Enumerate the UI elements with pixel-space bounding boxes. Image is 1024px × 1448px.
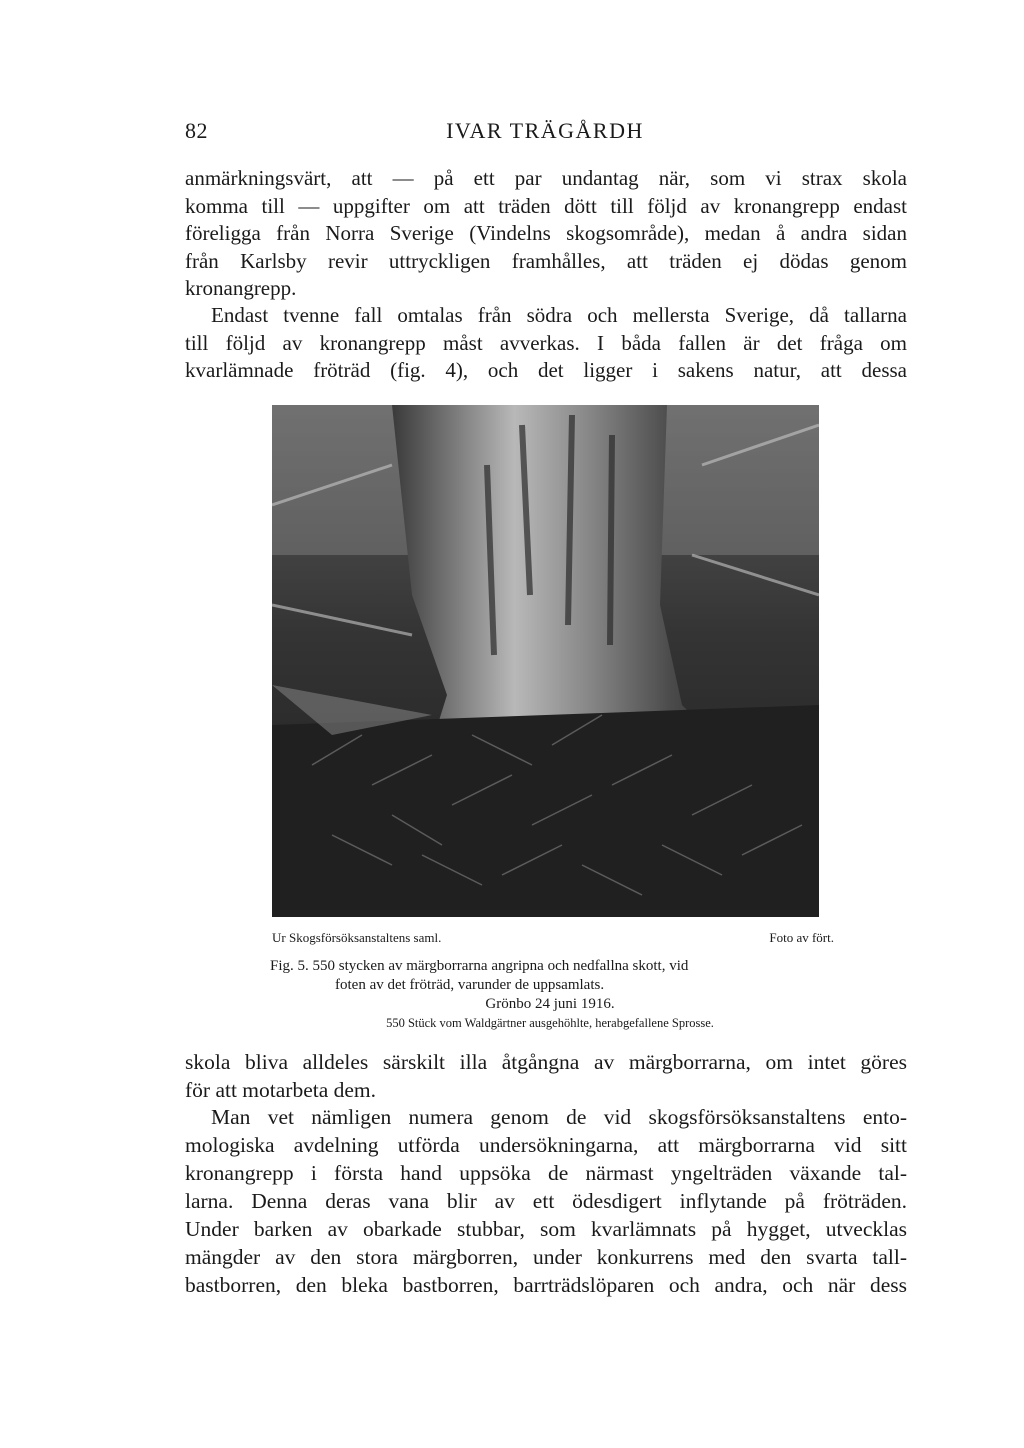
text-line: föreligga från Norra Sverige (Vindelns skogsområde), medan å andra sidan <box>185 221 907 245</box>
credit-photographer: Foto av fört. <box>769 930 834 945</box>
text-line: kvarlämnade fröträd (fig. 4), och det ligger i sakens natur, att dessa <box>185 358 907 382</box>
running-title: IVAR TRÄGÅRDH <box>446 118 644 143</box>
text-line: till följd av kronangrepp måst avverkas. I båda fallen är det fråga om <box>185 330 907 355</box>
caption-line: foten av det fröträd, varunder de uppsamlats. <box>335 977 605 993</box>
text-line: för att motarbeta dem. <box>185 1078 377 1102</box>
text-line: Endast tvenne fall omtalas från södra och mellersta Sverige, då tallarna <box>211 303 907 327</box>
text-line: mologiska avdelning utförda undersökningarna, att märgborrarna vid sitt <box>185 1133 907 1157</box>
text-line: Man vet nämligen numera genom de vid skogsförsöksanstaltens ento- <box>211 1105 907 1129</box>
text-line: skola bliva alldeles särskilt illa åtgångna av märgborrarna, om intet göres <box>185 1050 907 1074</box>
text-line: kronangrepp. <box>185 276 297 300</box>
text-line: anmärkningsvärt, att — på ett par undantag när, som vi strax skola <box>185 166 907 190</box>
credit-source: Ur Skogsförsöksanstaltens saml. <box>272 930 442 945</box>
paragraph-3 <box>185 1048 907 1104</box>
text-line: kronangrepp i första hand uppsöka de närmast yngelträden växande tal- <box>185 1161 907 1185</box>
caption-line: Grönbo 24 juni 1916. <box>485 996 615 1012</box>
text-line: Under barken av obarkade stubbar, som kvarlämnats på hygget, utvecklas <box>185 1217 907 1241</box>
paragraph-2 <box>185 302 907 385</box>
caption-line: Fig. 5. 550 stycken av märgborrarna angripna och nedfallna skott, vid <box>270 958 689 974</box>
caption-line-german: 550 Stück vom Waldgärtner ausgehöhlte, herabgefallene Sprosse. <box>386 1016 714 1030</box>
paragraph-4 <box>185 1103 907 1299</box>
text-line: från Karlsby revir uttryckligen framhålles, att träden ej dödas genom <box>185 248 907 273</box>
photo-credit <box>272 930 834 950</box>
text-line: komma till — uppgifter om att träden dött till följd av kronangrepp endast <box>185 193 907 218</box>
tree-trunk-photo-illustration <box>272 405 819 917</box>
running-head <box>185 118 905 152</box>
text-line: mängder av den stora märgborren, under konkurrens med den svarta tall- <box>185 1245 907 1269</box>
figure-photo <box>272 405 819 917</box>
text-line: larna. Denna deras vana blir av ett ödesdigert inflytande på fröträden. <box>185 1189 907 1213</box>
page-number: 82 <box>185 118 208 143</box>
figure-caption <box>250 957 850 1033</box>
paragraph-1 <box>185 165 907 303</box>
text-line: bastborren, den bleka bastborren, barrträdslöparen och andra, och när dess <box>185 1273 907 1297</box>
